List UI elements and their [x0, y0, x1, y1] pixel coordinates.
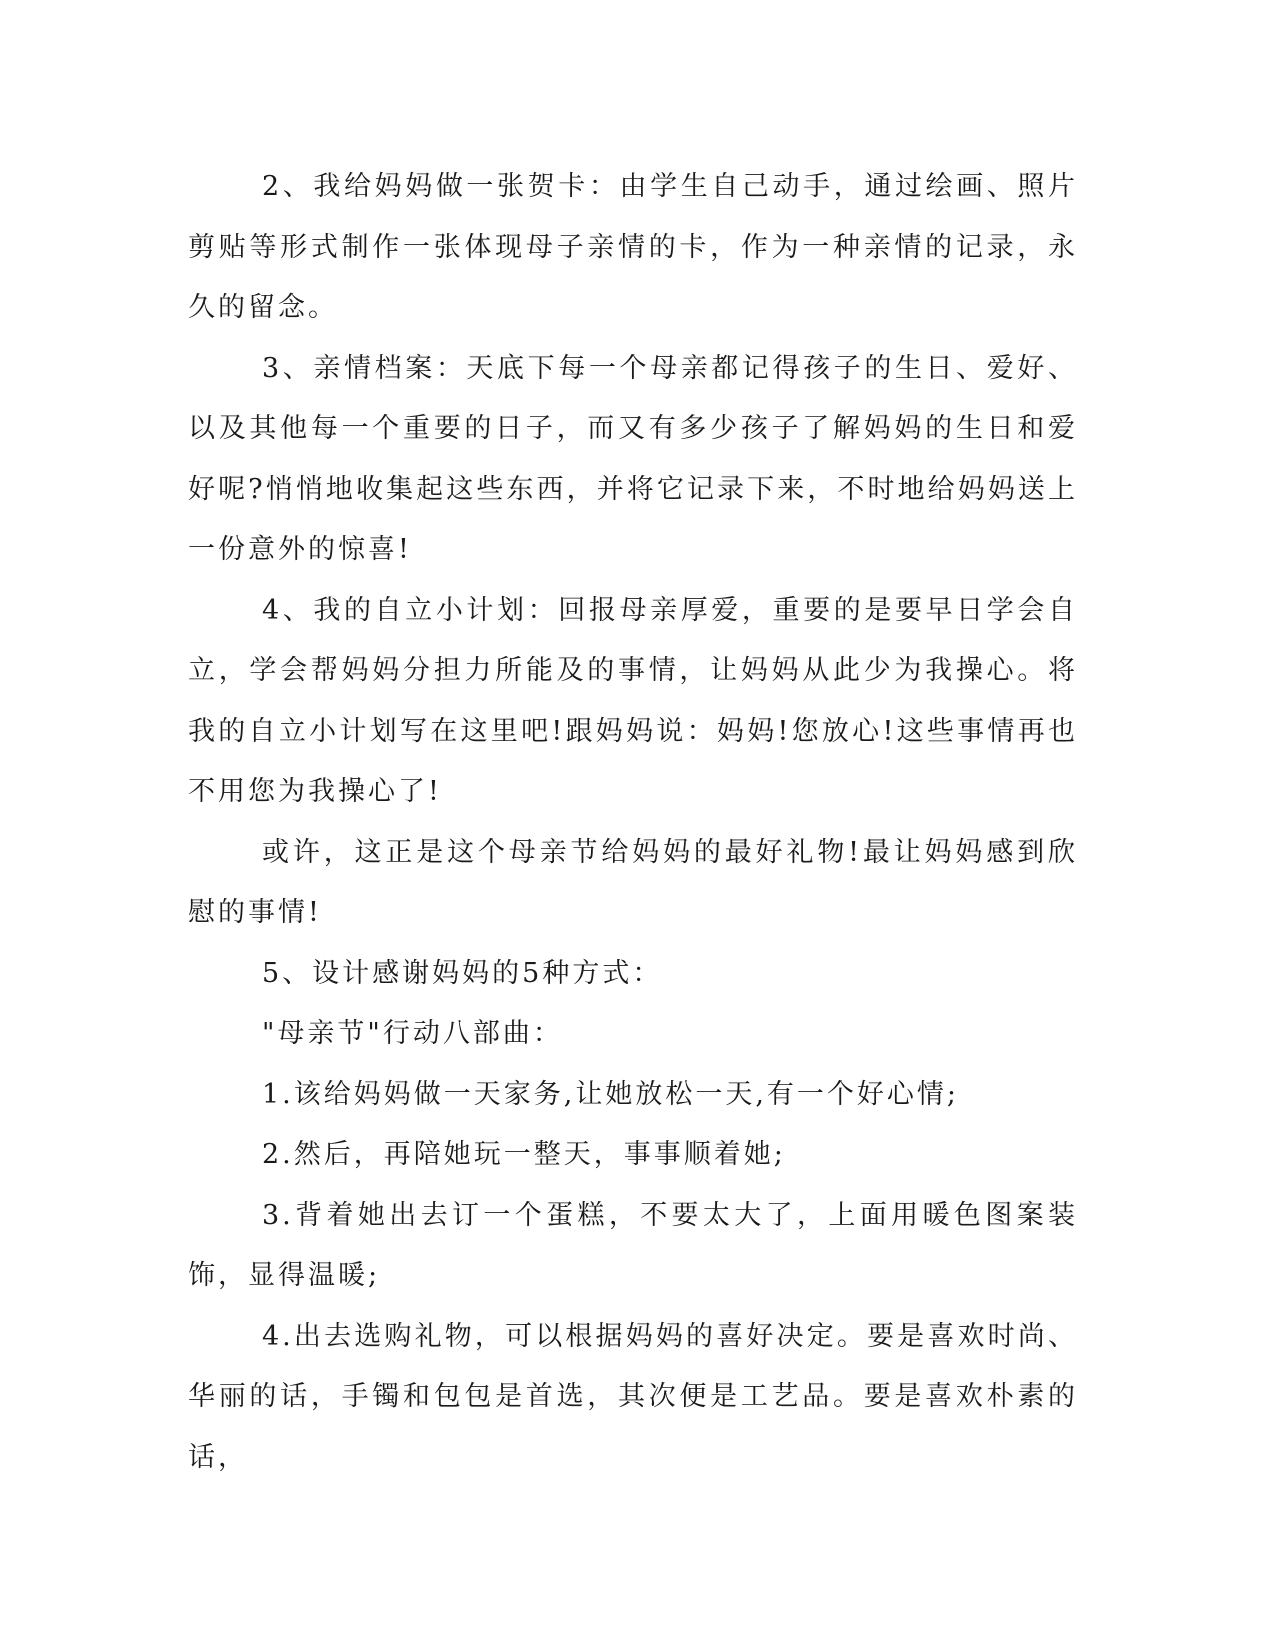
paragraph-five-ways-heading: 5、设计感谢妈妈的5种方式： — [262, 957, 663, 989]
paragraph-self-reliance-plan: 4、我的自立小计划：回报母亲厚爱，重要的是要早日学会自立，学会帮妈妈分担力所能及的事情，让妈妈从此少为我操心。将我的自立小计划写在这里吧!跟妈妈说：妈妈!您放心!这些事情再也不用您为我操心了! — [188, 594, 1078, 807]
paragraph-step-3: 3.背着她出去订一个蛋糕，不要太大了，上面用暖色图案装饰，显得温暖; — [188, 1199, 1078, 1291]
paragraph-best-gift: 或许，这正是这个母亲节给妈妈的最好礼物!最让妈妈感到欣慰的事情! — [188, 836, 1078, 928]
paragraph-greeting-card: 2、我给妈妈做一张贺卡：由学生自己动手，通过绘画、照片剪贴等形式制作一张体现母子亲情的卡，作为一种亲情的记录，永久的留念。 — [188, 171, 1078, 323]
paragraph-family-archive: 3、亲情档案：天底下每一个母亲都记得孩子的生日、爱好、以及其他每一个重要的日子，而又有多少孩子了解妈妈的生日和爱好呢?悄悄地收集起这些东西，并将它记录下来，不时地给妈妈送上一份意外的惊喜! — [188, 352, 1078, 565]
paragraph-step-4: 4.出去选购礼物，可以根据妈妈的喜好决定。要是喜欢时尚、华丽的话，手镯和包包是首选，其次便是工艺品。要是喜欢朴素的话， — [188, 1320, 1078, 1473]
paragraph-step-2: 2.然后，再陪她玩一整天，事事顺着她; — [262, 1139, 786, 1170]
paragraph-step-1: 1.该给妈妈做一天家务,让她放松一天,有一个好心情; — [262, 1078, 960, 1110]
document-body — [188, 157, 1078, 1488]
paragraph-eight-steps-heading: "母亲节"行动八部曲： — [262, 1018, 563, 1049]
